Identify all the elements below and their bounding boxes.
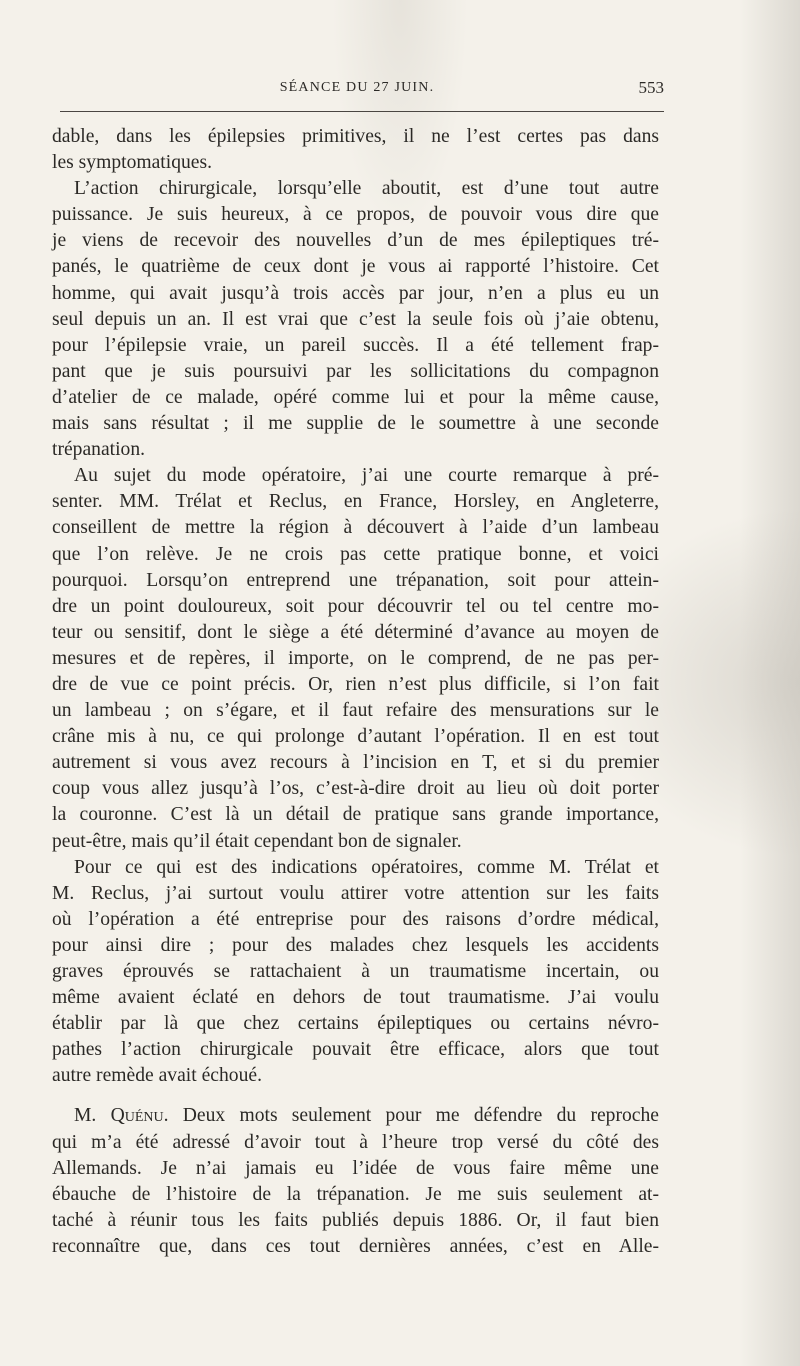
text-line: seul depuis un an. Il est vrai que c’est la seule fois où j’aie obtenu, [52, 308, 659, 330]
text-line: où l’opération a été entreprise pour des raisons d’ordre médical, [52, 908, 659, 930]
text-line: homme, qui avait jusqu’à trois accès par jour, n’en a plus eu un [52, 282, 659, 304]
text-line: d’atelier de ce malade, opéré comme lui et pour la même cause, [52, 386, 659, 408]
text-line: qui m’a été adressé d’avoir tout à l’heure trop versé du côté des [52, 1131, 659, 1153]
text-line: pour l’épilepsie vraie, un pareil succès. Il a été tellement frap- [52, 334, 659, 356]
text-line: taché à réunir tous les faits publiés depuis 1886. Or, il faut bien [52, 1209, 659, 1231]
paragraph-gap [52, 1089, 659, 1103]
speaker-prefix: M. [74, 1105, 111, 1127]
text-line-speaker [52, 1103, 659, 1129]
text-line: conseillent de mettre la région à découvert à l’aide d’un lambeau [52, 517, 659, 539]
text-line: M. Reclus, j’ai surtout voulu attirer votre attention sur les faits [52, 882, 659, 904]
page-header [52, 78, 662, 102]
text-line: dable, dans les épilepsies primitives, il ne l’est certes pas dans [52, 126, 659, 147]
text-line: autrement si vous avez recours à l’incision en T, et si du premier [52, 752, 659, 774]
text-line: coup vous allez jusqu’à l’os, c’est-à-dire droit au lieu où doit porter [52, 778, 659, 800]
text-line: L’action chirurgicale, lorsqu’elle aboutit, est d’une tout autre [74, 178, 659, 200]
header-rule [60, 111, 664, 112]
paragraph-4 [52, 855, 659, 1090]
text-line: Pour ce qui est des indications opératoires, comme M. Trélat et [74, 856, 659, 878]
paragraph-5 [52, 1103, 659, 1260]
text-line: graves éprouvés se rattachaient à un traumatisme incertain, ou [52, 961, 659, 982]
running-head: SÉANCE DU 27 JUIN. [279, 80, 435, 95]
page-edge-shadow [740, 0, 800, 1366]
speaker-line-rest: . Deux mots seulement pour me défendre du reproche [163, 1105, 659, 1127]
text-line: pourquoi. Lorsqu’on entreprend une trépanation, soit pour attein- [52, 569, 659, 591]
text-line: pathes l’action chirurgicale pouvait être efficace, alors que tout [52, 1039, 659, 1061]
text-line: même avaient éclaté en dehors de tout traumatisme. J’ai voulu [52, 987, 659, 1009]
text-line: les symptomatiques. [52, 152, 213, 174]
body-text [52, 124, 659, 1260]
text-line: autre remède avait échoué. [52, 1065, 262, 1087]
text-line: établir par là que chez certains épileptiques ou certains névro- [52, 1013, 659, 1035]
text-line: un lambeau ; on s’égare, et il faut refaire des mensurations sur le [52, 700, 659, 722]
text-line: dre de vue ce point précis. Or, rien n’est plus difficile, si l’on fait [52, 673, 659, 695]
text-line: la couronne. C’est là un détail de pratique sans grande importance, [52, 804, 659, 826]
page-number: 553 [638, 78, 664, 97]
text-line: peut-être, mais qu’il était cependant bon de signaler. [52, 830, 462, 852]
text-line: trépanation. [52, 439, 146, 461]
paragraph-3 [52, 463, 659, 854]
text-line: senter. MM. Trélat et Reclus, en France, Horsley, en Angleterre, [52, 491, 659, 513]
text-line: mesures et de repères, il importe, on le comprend, de ne pas per- [52, 647, 659, 669]
text-line: que l’on relève. Je ne crois pas cette pratique bonne, et voici [52, 543, 659, 565]
paragraph-2 [52, 176, 659, 463]
speaker-name: Quénu [110, 1105, 164, 1127]
text-line: puissance. Je suis heureux, à ce propos, de pouvoir vous dire que [52, 204, 659, 226]
text-line: pour ainsi dire ; pour des malades chez lesquels les accidents [52, 934, 659, 956]
text-line: je viens de recevoir des nouvelles d’un de mes épileptiques tré- [52, 230, 659, 252]
text-line: panés, le quatrième de ceux dont je vous ai rapporté l’histoire. Cet [52, 256, 659, 278]
text-line: pant que je suis poursuivi par les sollicitations du compagnon [52, 360, 659, 382]
text-line: crâne mis à nu, ce qui prolonge d’autant l’opération. Il en est tout [52, 726, 659, 748]
paragraph-1 [52, 124, 659, 176]
text-line: mais sans résultat ; il me supplie de le soumettre à une seconde [52, 413, 659, 435]
text-line: ébauche de l’histoire de la trépanation. Je me suis seulement at- [52, 1183, 659, 1205]
text-line: dre un point douloureux, soit pour découvrir tel ou tel centre mo- [52, 595, 659, 617]
text-line: reconnaître que, dans ces tout dernières années, c’est en Alle- [52, 1235, 659, 1257]
text-line: Allemands. Je n’ai jamais eu l’idée de vous faire même une [52, 1157, 659, 1179]
text-line: Au sujet du mode opératoire, j’ai une courte remarque à pré- [74, 465, 659, 487]
text-line: teur ou sensitif, dont le siège a été déterminé d’avance au moyen de [52, 621, 659, 643]
